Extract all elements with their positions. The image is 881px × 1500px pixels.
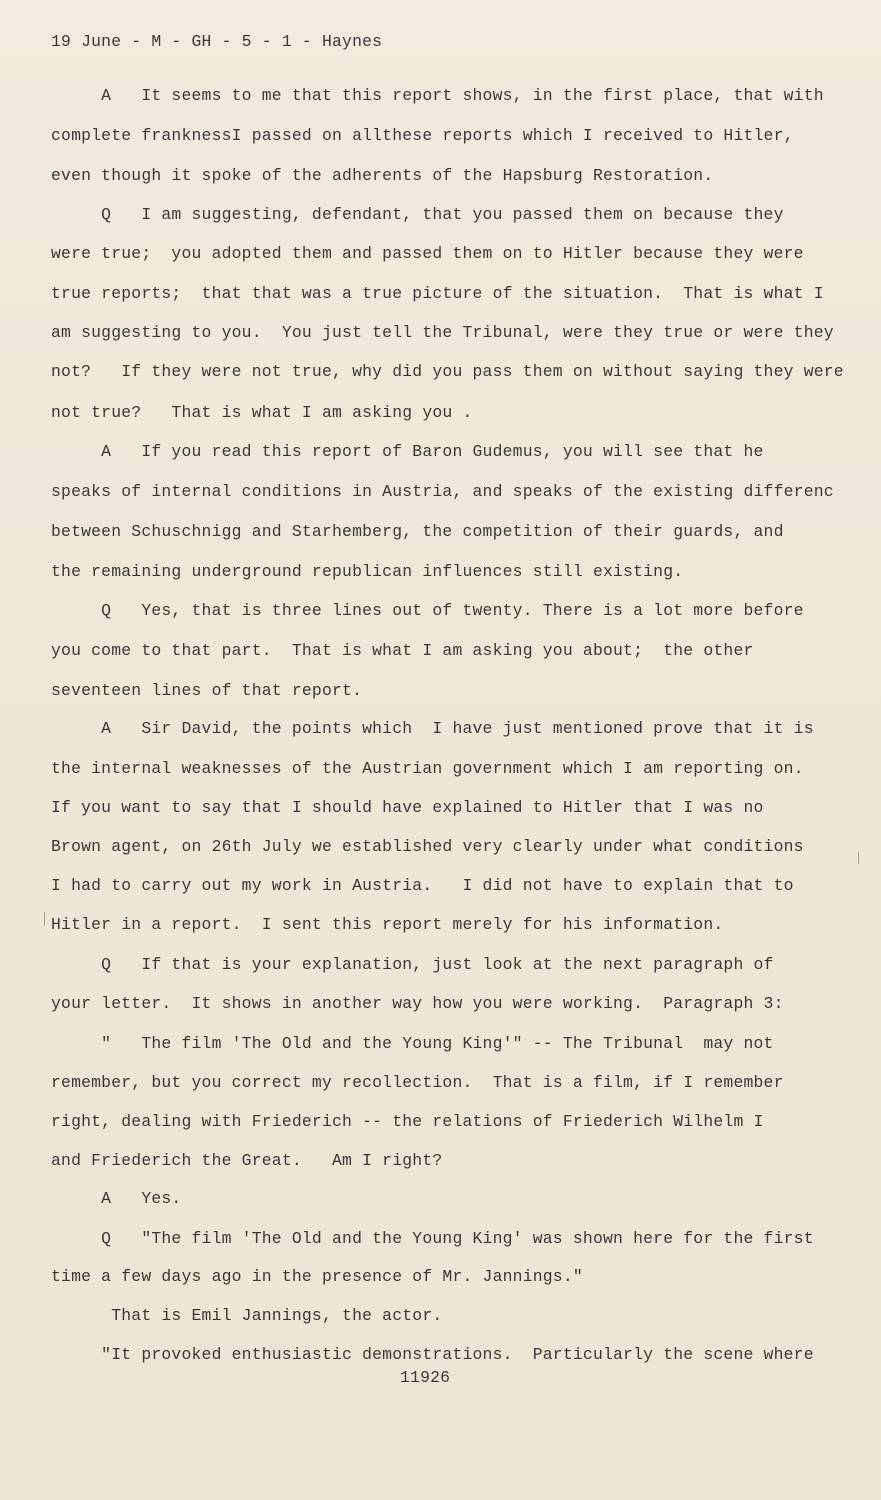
text-line: even though it spoke of the adherents of the Hapsburg Restoration.	[51, 166, 714, 185]
text-line: If you want to say that I should have explained to Hitler that I was no	[51, 798, 764, 817]
text-line: seventeen lines of that report.	[51, 681, 363, 700]
text-line: Q If that is your explanation, just look at the next paragraph of	[51, 955, 774, 974]
text-line: not true? That is what I am asking you .	[51, 403, 473, 422]
text-line: your letter. It shows in another way how you were working. Paragraph 3:	[51, 994, 784, 1013]
text-line: time a few days ago in the presence of Mr. Jannings."	[51, 1267, 583, 1286]
margin-mark	[44, 912, 45, 926]
text-line: A If you read this report of Baron Gudemus, you will see that he	[51, 442, 764, 461]
text-line: am suggesting to you. You just tell the Tribunal, were they true or were they	[51, 323, 834, 342]
text-line: A It seems to me that this report shows, in the first place, that with	[51, 86, 824, 105]
text-line: were true; you adopted them and passed them on to Hitler because they were	[51, 244, 804, 263]
text-line: and Friederich the Great. Am I right?	[51, 1151, 443, 1170]
text-line: Brown agent, on 26th July we established very clearly under what conditions	[51, 837, 804, 856]
text-line: true reports; that that was a true picture of the situation. That is what I	[51, 284, 824, 303]
text-line: Q I am suggesting, defendant, that you passed them on because they	[51, 205, 784, 224]
text-line: between Schuschnigg and Starhemberg, the competition of their guards, and	[51, 522, 784, 541]
text-line: remember, but you correct my recollection. That is a film, if I remember	[51, 1073, 784, 1092]
text-line: complete franknessI passed on allthese reports which I received to Hitler,	[51, 126, 794, 145]
text-line: the remaining underground republican influences still existing.	[51, 562, 684, 581]
text-line: Q "The film 'The Old and the Young King' was shown here for the first	[51, 1229, 814, 1248]
text-line: speaks of internal conditions in Austria, and speaks of the existing differenc	[51, 482, 834, 501]
document-header: 19 June - M - GH - 5 - 1 - Haynes	[51, 32, 383, 51]
text-line: right, dealing with Friederich -- the relations of Friederich Wilhelm I	[51, 1112, 764, 1131]
text-line: the internal weaknesses of the Austrian government which I am reporting on.	[51, 759, 804, 778]
text-line: you come to that part. That is what I am asking you about; the other	[51, 641, 754, 660]
margin-mark	[858, 852, 859, 864]
text-line: A Yes.	[51, 1189, 182, 1208]
page-number: 11926	[400, 1368, 451, 1387]
text-line: not? If they were not true, why did you pass them on without saying they were	[51, 362, 844, 381]
text-line: Hitler in a report. I sent this report merely for his information.	[51, 915, 724, 934]
text-line: A Sir David, the points which I have just mentioned prove that it is	[51, 719, 814, 738]
text-line: Q Yes, that is three lines out of twenty. There is a lot more before	[51, 601, 804, 620]
text-line: I had to carry out my work in Austria. I did not have to explain that to	[51, 876, 794, 895]
text-line: "It provoked enthusiastic demonstrations. Particularly the scene where	[51, 1345, 814, 1364]
text-line: " The film 'The Old and the Young King'" -- The Tribunal may not	[51, 1034, 774, 1053]
text-line: That is Emil Jannings, the actor.	[51, 1306, 443, 1325]
